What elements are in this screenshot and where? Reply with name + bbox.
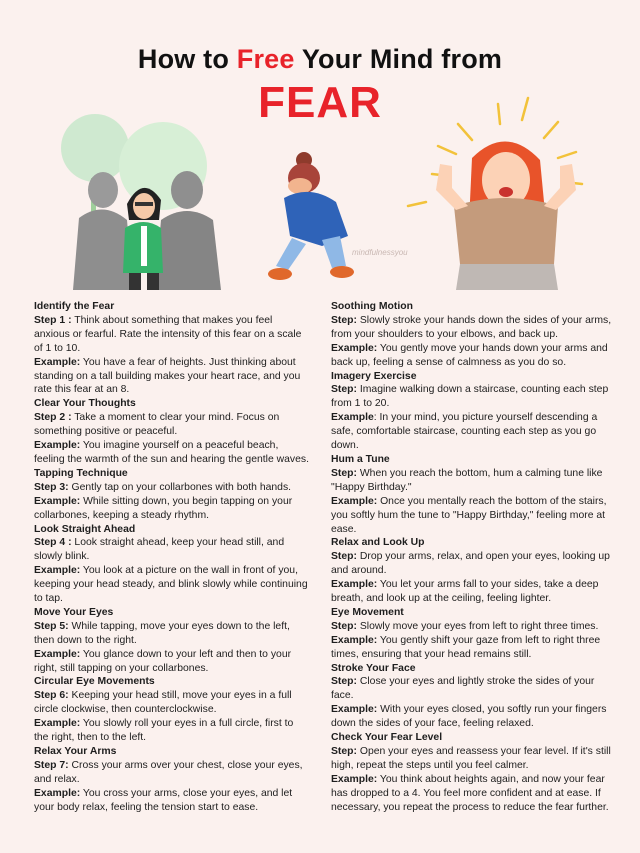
line-text: You cross your arms, close your eyes, and let your body relax, feeling the tension start to ease. [34, 787, 293, 813]
section-line [331, 314, 613, 342]
line-label: Step 6: [34, 690, 69, 702]
line-label: Example: [34, 356, 81, 368]
section-line [34, 439, 310, 467]
section-line [331, 620, 613, 634]
line-text: Gently tap on your collarbones with both hands. [68, 481, 292, 493]
line-text: You imagine yourself on a peaceful beach, feeling the warmth of the sun and hearing the gentle waves. [34, 440, 309, 465]
line-text: Slowly move your eyes from left to right three times. [356, 620, 599, 632]
section-line [34, 787, 310, 815]
line-label: Step 1 : [34, 314, 72, 326]
section-title: Circular Eye Movements [34, 676, 155, 688]
confident-woman-illustration [398, 94, 598, 290]
line-label: Example: [331, 634, 378, 646]
line-label: Step 7: [34, 759, 69, 771]
section-title: Stroke Your Face [331, 662, 416, 674]
section-line [331, 550, 613, 578]
section-line [331, 634, 613, 662]
line-text: You glance down to your left and then to your right, still tapping on your collarbones. [34, 648, 292, 674]
section-line [34, 411, 310, 439]
line-label: Example: [331, 495, 378, 507]
section-line [34, 356, 310, 398]
section-line [34, 648, 310, 676]
section-line [331, 773, 613, 815]
line-text: Close your eyes and lightly stroke the sides of your face. [331, 676, 595, 702]
line-text: While tapping, move your eyes down to the left, then down to the right. [34, 620, 290, 646]
sitting-woman-illustration [262, 148, 362, 288]
line-label: Example: [34, 565, 81, 577]
line-text: You let your arms fall to your sides, take a deep breath, and look up at the ceiling, feeling lighter. [331, 579, 599, 605]
line-text: Once you mentally reach the bottom of the stairs, you softly hum the tune to "Happy Birthday," feeling more at ease. [331, 495, 607, 535]
line-label: Example: [331, 342, 378, 354]
line-text: Drop your arms, relax, and open your eyes, looking up and around. [331, 551, 610, 577]
section-line [34, 536, 310, 564]
line-text: Open your eyes and reassess your fear level. If it's still high, repeat the steps until you feel calmer. [331, 746, 611, 771]
section-line [34, 717, 310, 745]
line-label: Step: [331, 551, 357, 563]
line-label: Example: [331, 773, 378, 785]
line-label: Example: [331, 704, 378, 716]
section-line [331, 411, 613, 453]
line-label: Step: [331, 620, 357, 632]
page-subtitle: FEAR [258, 78, 382, 127]
section-title: Relax Your Arms [34, 746, 117, 757]
section-title: Soothing Motion [331, 301, 413, 312]
section-line [34, 481, 310, 495]
line-text: When you reach the bottom, hum a calming tune like "Happy Birthday." [331, 467, 603, 493]
line-text: Look straight ahead, keep your head still, and slowly blink. [34, 537, 285, 563]
section-line [34, 314, 310, 356]
right-column [331, 300, 613, 815]
section-line [331, 675, 613, 703]
line-text: Keeping your head still, move your eyes in a full circle clockwise, then counterclockwise. [34, 690, 292, 716]
line-label: Step 3: [34, 481, 69, 493]
line-label: Example: [34, 718, 81, 730]
section-title: Identify the Fear [34, 301, 115, 312]
line-text: You have a fear of heights. Just thinking about standing on a tall building makes your heart race, and you rate this fear at an 8. [34, 356, 301, 396]
line-text: With your eyes closed, you softly run your fingers down the sides of your face, feeling relaxed. [331, 704, 607, 730]
line-text: You gently shift your gaze from left to right three times, ensuring that your head remains still. [331, 634, 601, 660]
section-title: Clear Your Thoughts [34, 398, 136, 410]
line-label: Step: [331, 676, 357, 688]
title-accent: Free [236, 44, 295, 74]
section-line [331, 578, 613, 606]
line-text: Take a moment to clear your mind. Focus on something positive or peaceful. [34, 412, 280, 438]
section-line [34, 495, 310, 523]
section-title: Hum a Tune [331, 453, 390, 465]
section-title: Relax and Look Up [331, 537, 425, 549]
line-text: You slowly roll your eyes in a full circle, first to the right, then to the left. [34, 718, 294, 744]
shadow-people-illustration [55, 108, 240, 290]
page-title: How to Free Your Mind from [137, 44, 503, 74]
section-line [331, 467, 613, 495]
watermark: mindfulnessyou [352, 248, 408, 257]
line-text: While sitting down, you begin tapping on your collarbones, keeping a steady rhythm. [34, 495, 293, 521]
line-label: Step: [331, 384, 357, 396]
line-label: Example: [34, 648, 81, 660]
line-text: You think about heights again, and now your fear has dropped to a 4. You feel more confident and at ease. If necessary, you repeat the process to reduce the fear further. [331, 773, 609, 813]
line-label: Example: [331, 579, 378, 591]
line-text: You look at a picture on the wall in front of you, keeping your head steady, and blink slowly while continuing to tap. [34, 565, 308, 605]
line-label: Step: [331, 314, 357, 326]
section-title: Eye Movement [331, 606, 404, 618]
section-title: Move Your Eyes [34, 606, 114, 618]
line-label: Step 4 : [34, 537, 72, 549]
line-text: Cross your arms over your chest, close your eyes, and relax. [34, 759, 303, 785]
line-text: You gently move your hands down your arms and back up, feeling a sense of calmness as you do so. [331, 342, 608, 368]
line-text: Think about something that makes you feel anxious or fearful. Rate the intensity of this fear on a scale of 1 to 10. [34, 314, 302, 354]
line-label: Step 2 : [34, 412, 72, 424]
line-label: Step: [331, 467, 357, 479]
section-line [331, 342, 613, 370]
line-text: Slowly stroke your hands down the sides of your arms, from your shoulders to your elbows, and back up. [331, 314, 612, 340]
line-text: : In your mind, you picture yourself descending a safe, comfortable staircase, counting each step as you go down. [331, 412, 598, 452]
section-line [331, 703, 613, 731]
line-text: Imagine walking down a staircase, counting each step from 1 to 20. [331, 384, 609, 410]
section-line [34, 689, 310, 717]
section-title: Tapping Technique [34, 467, 128, 479]
line-label: Step: [331, 746, 357, 757]
line-label: Example: [34, 787, 81, 799]
section-line [331, 383, 613, 411]
left-column [34, 300, 310, 815]
line-label: Example: [34, 495, 81, 507]
section-line [34, 564, 310, 606]
section-title: Check Your Fear Level [331, 732, 443, 744]
section-line [34, 620, 310, 648]
section-line [331, 495, 613, 537]
section-line [331, 745, 613, 773]
section-line [34, 759, 310, 787]
section-title: Imagery Exercise [331, 370, 417, 382]
line-label: Example [331, 412, 374, 424]
section-title: Look Straight Ahead [34, 523, 136, 535]
line-label: Example: [34, 440, 81, 452]
line-label: Step 5: [34, 620, 69, 632]
